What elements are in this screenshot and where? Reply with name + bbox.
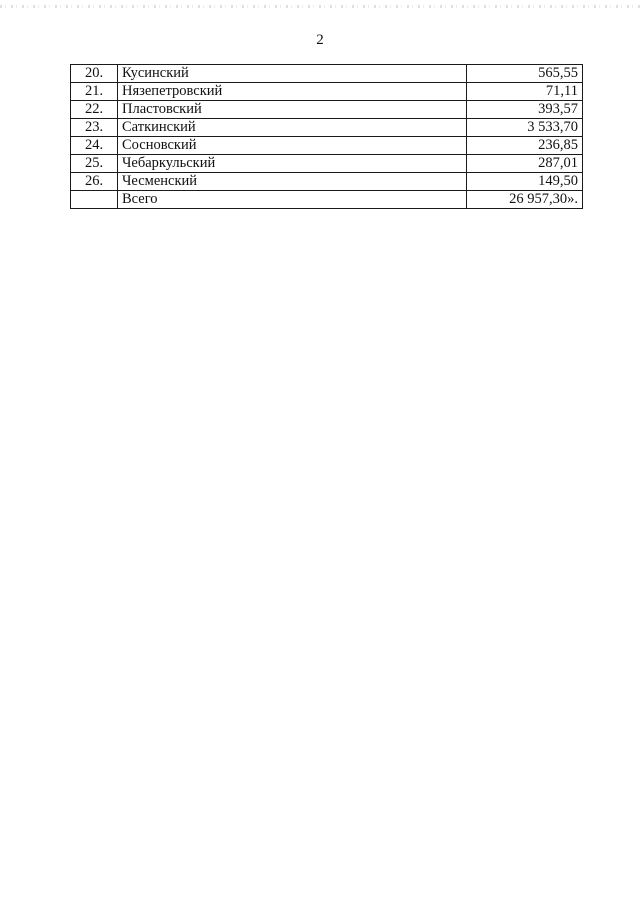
amount-value: 71,11 [467,83,583,101]
row-number: 25. [71,155,118,173]
amount-value: 287,01 [467,155,583,173]
districts-table [70,64,583,209]
district-name: Нязепетровский [118,83,467,101]
row-number: 21. [71,83,118,101]
row-number: 24. [71,137,118,155]
table-row [71,65,583,83]
row-number: 20. [71,65,118,83]
total-value: 26 957,30». [467,191,583,209]
amount-value: 149,50 [467,173,583,191]
amount-value: 565,55 [467,65,583,83]
amount-value: 3 533,70 [467,119,583,137]
scan-artifact-strip [0,5,640,8]
district-name: Кусинский [118,65,467,83]
table-row [71,155,583,173]
table-row [71,173,583,191]
district-name: Чесменский [118,173,467,191]
amount-value: 393,57 [467,101,583,119]
table-row [71,83,583,101]
table-row [71,101,583,119]
row-number [71,191,118,209]
row-number: 23. [71,119,118,137]
page-number: 2 [316,32,324,48]
row-number: 22. [71,101,118,119]
district-name: Пластовский [118,101,467,119]
amount-value: 236,85 [467,137,583,155]
table-total-row [71,191,583,209]
total-label: Всего [118,191,467,209]
district-name: Саткинский [118,119,467,137]
row-number: 26. [71,173,118,191]
table-row [71,137,583,155]
district-name: Сосновский [118,137,467,155]
table-row [71,119,583,137]
district-name: Чебаркульский [118,155,467,173]
